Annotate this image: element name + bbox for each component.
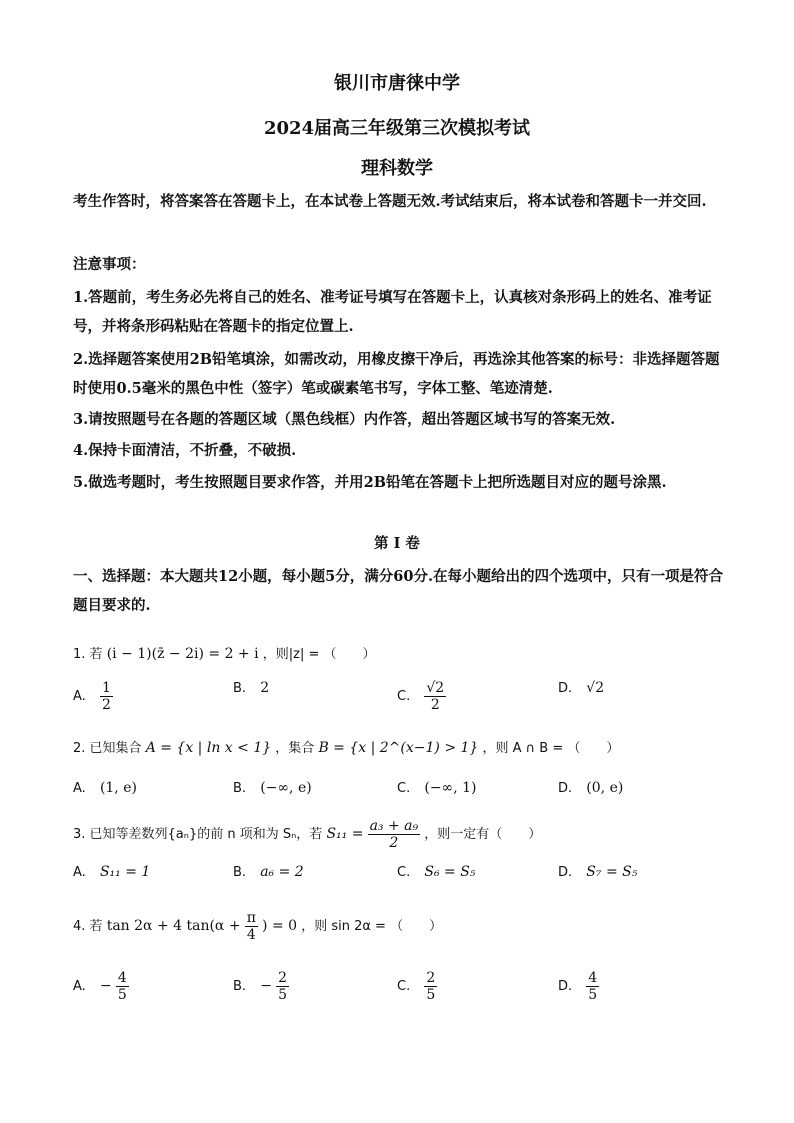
option-b <box>233 864 304 880</box>
option-letter: B. <box>233 865 247 880</box>
stem-math: (i − 1)(z̄ − 2i) = 2 + i <box>106 646 259 662</box>
option-c <box>397 780 476 796</box>
option-fraction <box>424 680 446 713</box>
option-fraction <box>276 970 289 1003</box>
option-a <box>73 970 129 1003</box>
stem-lhs: tan 2α + 4 tan(α + <box>106 918 241 934</box>
option-value: 2 <box>260 680 270 696</box>
fraction-denominator: 5 <box>278 987 287 1003</box>
note-item: 2.选择题答案使用2B铅笔填涂，如需改动，用橡皮擦干净后，再选涂其他答案的标号：非选择题答题时使用0.5毫米的黑色中性（签字）笔或碳素笔书写，字体工整、笔迹清楚. <box>73 351 720 397</box>
option-sign: − <box>260 978 272 994</box>
fraction-numerator: a₃ + a₉ <box>369 818 419 834</box>
option-value: S₇ = S₅ <box>586 864 638 880</box>
fraction-denominator: 2 <box>101 697 111 713</box>
option-letter: C. <box>397 865 411 880</box>
option-letter: C. <box>397 781 411 796</box>
option-b <box>233 680 269 696</box>
option-value: a₆ = 2 <box>260 864 304 880</box>
stem-fraction <box>368 818 421 851</box>
notes-heading: 注意事项： <box>73 256 146 273</box>
note-item: 4.保持卡面清洁，不折叠，不破损. <box>73 442 297 459</box>
question-2-stem <box>73 737 733 756</box>
fraction-numerator: 2 <box>426 970 436 986</box>
option-letter: B. <box>233 979 247 994</box>
option-a <box>73 680 113 713</box>
option-value: (1, e) <box>99 780 137 796</box>
question-1-options <box>73 680 733 720</box>
option-letter: A. <box>73 979 86 994</box>
option-value: (−∞, e) <box>260 780 312 796</box>
fraction-numerator: 2 <box>278 970 287 986</box>
option-letter: B. <box>233 781 247 796</box>
section-title: 第 I 卷 <box>374 535 420 552</box>
fraction-denominator: 5 <box>588 987 598 1003</box>
stem-prefix: 4. 若 <box>73 919 103 934</box>
option-fraction <box>100 680 113 713</box>
option-fraction <box>116 970 129 1003</box>
note-item: 1.答题前，考生务必先将自己的姓名、准考证号填写在答题卡上，认真核对条形码上的姓名、准考证号，并将条形码粘贴在答题卡的指定位置上. <box>73 289 712 335</box>
stem-prefix: 2. 已知集合 <box>73 741 142 756</box>
exam-notice: 考生作答时，将答案答在答题卡上，在本试卷上答题无效.考试结束后，将本试卷和答题卡一并交回. <box>73 193 707 210</box>
option-letter: D. <box>558 781 573 796</box>
question-4-stem <box>73 910 733 943</box>
stem-math: A = {x | ln x < 1} <box>145 740 272 756</box>
fraction-denominator: 5 <box>117 987 127 1003</box>
option-letter: A. <box>73 781 86 796</box>
option-letter: A. <box>73 689 86 704</box>
option-fraction <box>586 970 599 1003</box>
exam-title: 2024届高三年级第三次模拟考试 <box>263 118 531 139</box>
question-4-options <box>73 970 733 1010</box>
option-value: (−∞, 1) <box>424 780 477 796</box>
option-value: √2 <box>586 680 605 696</box>
stem-suffix: ，则|z| = （ ） <box>262 647 376 662</box>
note-item: 3.请按照题号在各题的答题区域（黑色线框）内作答，超出答题区域书写的答案无效. <box>73 411 616 428</box>
fraction-numerator: 4 <box>117 970 127 986</box>
stem-suffix: ，则一定有（ ） <box>424 827 542 842</box>
fraction-denominator: 2 <box>430 697 440 713</box>
option-value: S₁₁ = 1 <box>99 864 151 880</box>
option-value: S₆ = S₅ <box>424 864 476 880</box>
fraction-numerator: 1 <box>101 680 111 696</box>
option-letter: B. <box>233 681 247 696</box>
option-d <box>558 680 604 696</box>
stem-mid: ，集合 <box>275 741 315 756</box>
subject-title: 理科数学 <box>361 158 433 179</box>
fraction-denominator: 5 <box>426 987 436 1003</box>
option-b <box>233 780 312 796</box>
section-intro: 一、选择题：本大题共12小题，每小题5分，满分60分.在每小题给出的四个选项中，只有一项是符合题目要求的. <box>73 568 723 614</box>
stem-rhs: ) = 0 <box>262 918 298 934</box>
question-3-stem <box>73 818 733 851</box>
option-c <box>397 680 446 713</box>
stem-prefix: 1. 若 <box>73 647 103 662</box>
option-letter: D. <box>558 865 573 880</box>
question-3-options <box>73 864 733 904</box>
stem-math-2: B = {x | 2^(x−1) > 1} <box>318 740 479 756</box>
option-d <box>558 780 623 796</box>
option-a <box>73 864 150 880</box>
fraction-numerator: 4 <box>588 970 598 986</box>
fraction-numerator: π <box>246 910 256 926</box>
option-letter: A. <box>73 865 86 880</box>
stem-suffix: ，则 sin 2α = （ ） <box>301 919 443 934</box>
fraction-numerator: √2 <box>426 680 445 696</box>
stem-prefix: 3. 已知等差数列{aₙ}的前 n 项和为 Sₙ，若 <box>73 827 323 842</box>
option-letter: C. <box>397 689 411 704</box>
fraction-denominator: 2 <box>389 835 399 851</box>
stem-suffix: ，则 A ∩ B = （ ） <box>482 741 620 756</box>
question-2-options <box>73 780 733 820</box>
option-a <box>73 780 137 796</box>
note-item: 5.做选考题时，考生按照题目要求作答，并用2B铅笔在答题卡上把所选题目对应的题号涂黑. <box>73 474 667 491</box>
option-value: (0, e) <box>586 780 624 796</box>
option-d <box>558 970 599 1003</box>
option-sign: − <box>99 978 112 994</box>
stem-fraction <box>245 910 258 943</box>
option-letter: D. <box>558 979 573 994</box>
stem-lhs: S₁₁ = <box>326 826 364 842</box>
option-letter: D. <box>558 681 573 696</box>
fraction-denominator: 4 <box>246 927 256 943</box>
option-d <box>558 864 637 880</box>
option-c <box>397 864 475 880</box>
school-name: 银川市唐徕中学 <box>334 73 460 94</box>
question-1-stem <box>73 643 733 662</box>
option-fraction <box>424 970 437 1003</box>
option-letter: C. <box>397 979 411 994</box>
option-b <box>233 970 289 1003</box>
option-c <box>397 970 437 1003</box>
